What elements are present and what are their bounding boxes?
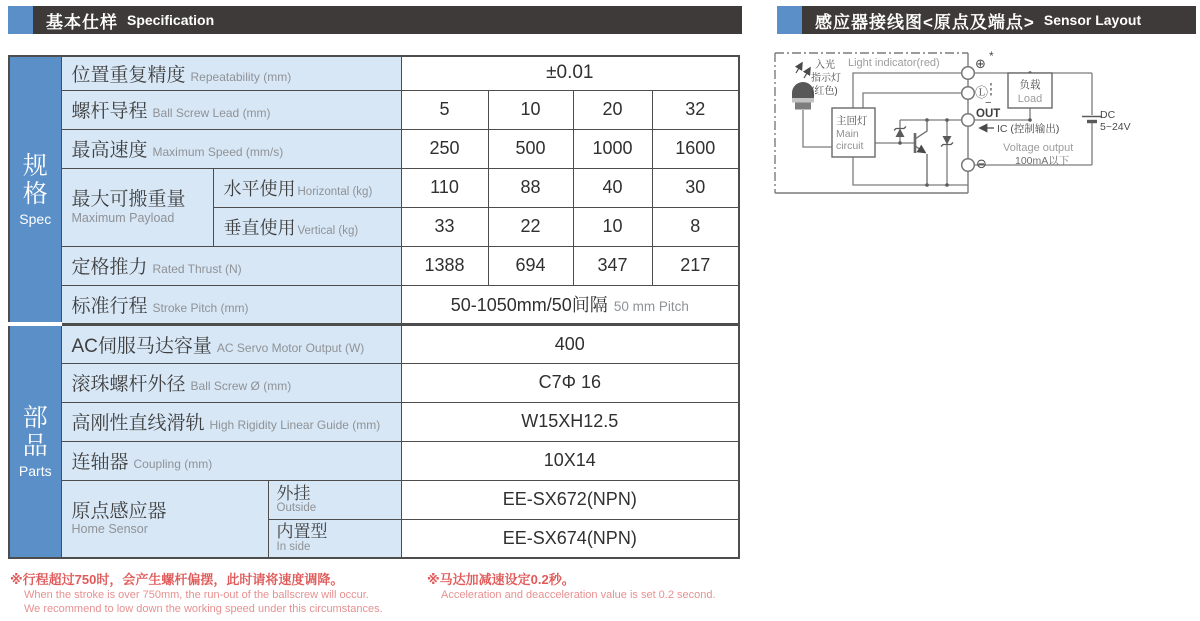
table-row [9, 90, 739, 129]
terminal-plus-asterisk: * [989, 49, 994, 63]
row-label-home-sensor [61, 480, 268, 558]
battery-symbol [1082, 117, 1102, 122]
table-row [9, 56, 739, 90]
load-en-label: Load [1017, 93, 1043, 105]
label-en: High Rigidity Linear Guide (mm) [209, 418, 381, 432]
value-guide: W15XH12.5 [401, 402, 739, 441]
label-en: In side [276, 541, 311, 554]
note-stroke-en2: We recommend to low down the working speed under this circumstances. [24, 602, 383, 615]
label-en: Stroke Pitch (mm) [152, 300, 249, 315]
value-thrust-2: 694 [488, 246, 573, 285]
label-zh: 连轴器 [71, 452, 129, 473]
note-acceleration [427, 572, 716, 603]
row-label-motor [61, 324, 401, 363]
zener-diode-left [894, 127, 906, 138]
value-payload-v4: 8 [652, 207, 739, 246]
table-row [9, 363, 739, 402]
sensor-section-header [777, 6, 1196, 34]
table-row [9, 168, 739, 207]
note-accel-en1: Acceleration and deacceleration value is set 0.2 second. [441, 588, 716, 601]
label-en: AC Servo Motor Output (W) [216, 340, 365, 355]
section-cell-spec [9, 56, 61, 324]
value-payload-h1: 110 [401, 168, 488, 207]
label-zh: 最高速度 [71, 140, 148, 161]
terminal-l-minus: − [985, 97, 992, 109]
load-zh-label: 负载 [1019, 79, 1041, 91]
label-en: Rated Thrust (N) [152, 262, 242, 276]
value-coupling: 10X14 [401, 441, 739, 480]
label-zh: AC伺服马达容量 [71, 335, 212, 357]
value-payload-v1: 33 [401, 207, 488, 246]
incoming-light-arrows [796, 63, 810, 78]
section-cell-parts [9, 324, 61, 558]
label-en: Horizontal (kg) [297, 185, 373, 198]
wiring-svg [770, 40, 1200, 210]
table-row [9, 285, 739, 324]
value-speed-1: 250 [401, 129, 488, 168]
value-thrust-3: 347 [573, 246, 652, 285]
sensor-header-bar [802, 6, 1196, 34]
value-lead-32: 32 [652, 90, 739, 129]
table-row [9, 480, 739, 519]
label-zh: 垂直使用 [223, 217, 296, 238]
current-note-label: 100mA以下 [1015, 155, 1070, 167]
note-stroke-zh: ※行程超过750时，会产生螺杆偏摆，此时请将速度调降。 [10, 572, 344, 587]
section-parts-en: Parts [18, 463, 52, 479]
label-en: Vertical (kg) [297, 224, 359, 237]
value-lead-10: 10 [488, 90, 573, 129]
label-en: Maximum Payload [71, 210, 175, 225]
spec-header-title-zh: 基本仕样 [46, 12, 118, 32]
row-label-stroke [61, 285, 401, 324]
label-zh: 位置重复精度 [71, 64, 186, 86]
main-circuit-en-label-2: circuit [836, 140, 864, 152]
sensor-header-title-en: Sensor Layout [1043, 12, 1142, 28]
value-speed-3: 1000 [573, 129, 652, 168]
table-row [9, 246, 739, 285]
row-label-sensor-inside [268, 519, 401, 558]
value-payload-v3: 10 [573, 207, 652, 246]
row-label-payload-vertical [213, 207, 401, 246]
label-en: Repeatability (mm) [190, 69, 292, 84]
terminal-minus-label: ⊖ [976, 156, 987, 171]
light-in-label-2: 指示灯 [811, 73, 841, 84]
dc-label-2: 5~24V [1100, 121, 1131, 133]
label-zh: 定格推力 [71, 257, 148, 278]
table-row [9, 129, 739, 168]
header-accent-square [777, 6, 802, 34]
value-speed-2: 500 [488, 129, 573, 168]
value-repeatability: ±0.01 [401, 56, 739, 90]
main-circuit-en-label-1: Main [836, 128, 859, 140]
row-label-sensor-outside [268, 480, 401, 519]
value-lead-5: 5 [401, 90, 488, 129]
row-label-repeatability [61, 56, 401, 90]
note-stroke-en1: When the stroke is over 750mm, the run-out of the ballscrew will occur. [24, 588, 369, 601]
main-circuit-zh-label: 主回灯 [836, 115, 868, 127]
section-spec-zh: 规格 [22, 152, 48, 208]
stroke-pitch-en: 50 mm Pitch [613, 299, 689, 314]
sensor-header-title-zh: 感应器接线图<原点及端点> [815, 12, 1035, 32]
light-indicator-en-label: Light indicator(red) [848, 57, 940, 69]
value-motor: 400 [401, 324, 739, 363]
value-speed-4: 1600 [652, 129, 739, 168]
sensor-wiring-diagram [770, 40, 1200, 210]
row-label-speed [61, 129, 401, 168]
row-label-payload-horizontal [213, 168, 401, 207]
label-zh: 螺杆导程 [71, 101, 148, 122]
note-accel-zh: ※马达加减速设定0.2秒。 [427, 572, 575, 587]
row-label-ballscrew [61, 363, 401, 402]
label-zh: 水平使用 [223, 178, 296, 199]
spec-header-bar [33, 6, 742, 34]
value-payload-h4: 30 [652, 168, 739, 207]
value-thrust-1: 1388 [401, 246, 488, 285]
label-zh: 内置型 [276, 522, 328, 542]
section-parts-zh: 部品 [22, 404, 48, 460]
spec-table [8, 55, 740, 559]
section-spec-en: Spec [19, 211, 52, 227]
zener-diode-right [941, 136, 953, 147]
label-zh: 原点感应器 [71, 500, 167, 522]
row-label-coupling [61, 441, 401, 480]
value-ballscrew: C7Φ 16 [401, 363, 739, 402]
table-row [9, 441, 739, 480]
label-zh: 标准行程 [71, 295, 148, 317]
label-zh: 最大可搬重量 [71, 188, 186, 210]
label-en: Outside [276, 502, 317, 515]
label-zh: 外挂 [276, 483, 311, 503]
row-label-guide [61, 402, 401, 441]
value-payload-v2: 22 [488, 207, 573, 246]
terminal-plus-label: ⊕ [975, 56, 986, 71]
stroke-range: 50-1050mm/50间隔 [450, 295, 608, 315]
terminal-out-label: OUT [976, 108, 1001, 120]
spec-header-title-en: Specification [127, 12, 215, 28]
value-sensor-inside: EE-SX674(NPN) [401, 519, 739, 558]
header-accent-square [8, 6, 33, 34]
voltage-output-label: Voltage output [1003, 142, 1074, 154]
value-stroke [401, 285, 739, 324]
dc-label-1: DC [1100, 109, 1116, 121]
value-payload-h3: 40 [573, 168, 652, 207]
label-en: Coupling (mm) [133, 457, 213, 471]
light-in-label-3: (红色) [811, 86, 838, 97]
row-label-thrust [61, 246, 401, 285]
label-zh: 滚珠螺杆外径 [71, 374, 186, 395]
label-zh: 高刚性直线滑轨 [71, 413, 205, 434]
note-stroke [10, 572, 383, 616]
value-lead-20: 20 [573, 90, 652, 129]
table-row [9, 324, 739, 363]
value-payload-h2: 88 [488, 168, 573, 207]
value-thrust-4: 217 [652, 246, 739, 285]
label-en: Ball Screw Ø (mm) [190, 379, 292, 393]
label-en: Maximum Speed (mm/s) [152, 145, 284, 159]
ic-output-label: IC (控制输出) [997, 123, 1060, 135]
row-label-payload [61, 168, 213, 246]
spec-section-header [8, 6, 742, 34]
transistor-symbol [915, 120, 927, 185]
terminal-l-label: Ⓛ [975, 85, 989, 100]
label-en: Ball Screw Lead (mm) [152, 106, 271, 120]
label-en: Home Sensor [71, 522, 148, 537]
value-sensor-outside: EE-SX672(NPN) [401, 480, 739, 519]
table-row [9, 402, 739, 441]
light-in-label-1: 入光 [815, 60, 835, 71]
row-label-lead [61, 90, 401, 129]
